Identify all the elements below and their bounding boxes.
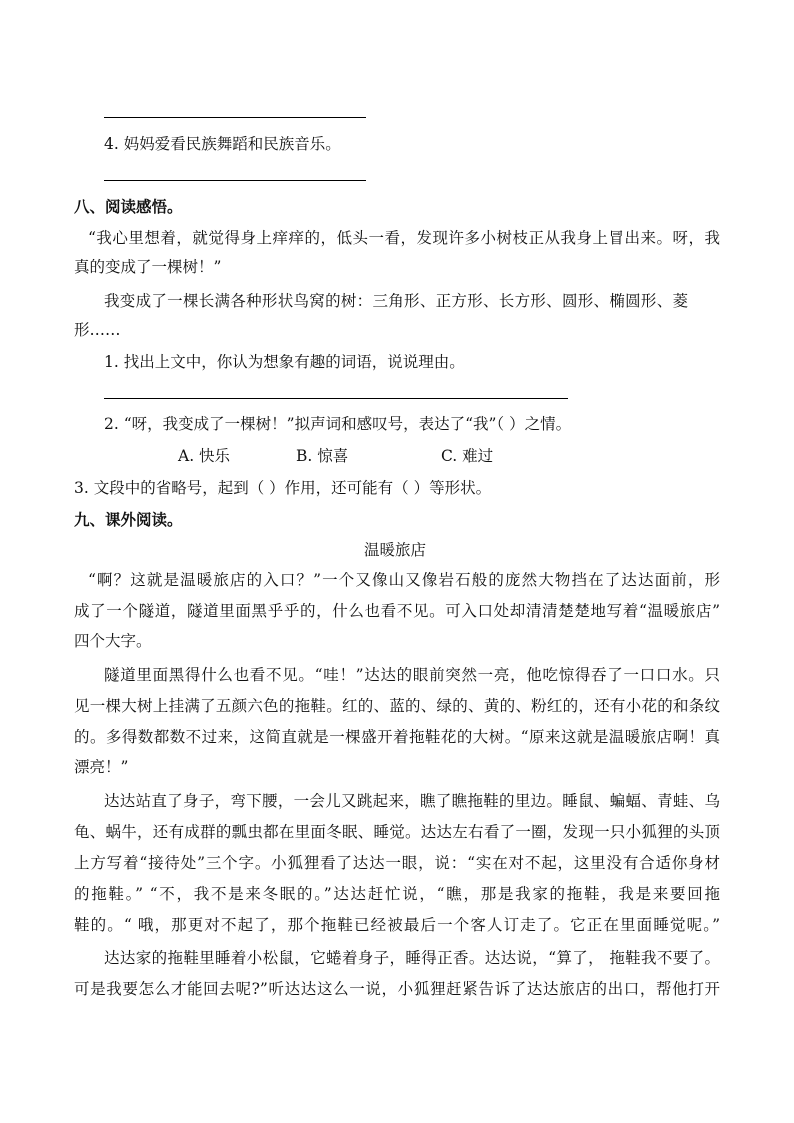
section-heading-9: 九、课外阅读。	[74, 511, 183, 529]
answer-line[interactable]	[104, 117, 366, 118]
section-heading-8: 八、阅读感悟。	[74, 198, 183, 216]
question-3: 3. 文段中的省略号，起到（ ）作用，还可能有（ ）等形状。	[74, 479, 492, 497]
story-line: 达达站直了身子，弯下腰，一会儿又跳起来，瞧了瞧拖鞋的里边。睡鼠、蝙蝠、青蛙、乌	[104, 792, 720, 810]
story-line: “啊？这就是温暖旅店的入口？”一个又像山又像岩石般的庞然大物挡在了达达面前，形	[88, 571, 720, 589]
story-line: 上方写着“接待处”三个字。小狐狸看了达达一眼，说：“实在对不起，这里没有合适你身材	[74, 854, 720, 872]
story-line: 四个大字。	[74, 632, 152, 650]
answer-line[interactable]	[104, 398, 568, 399]
story-line: 可是我要怎么才能回去呢?”听达达这么一说，小狐狸赶紧告诉了达达旅店的出口，帮他打开	[74, 980, 720, 998]
option-c[interactable]: C. 难过	[441, 447, 494, 465]
passage-line: 我变成了一棵长满各种形状鸟窝的树：三角形、正方形、长方形、圆形、椭圆形、菱	[104, 292, 688, 310]
story-line: 达达家的拖鞋里睡着小松鼠，它蜷着身子，睡得正香。达达说，“算了， 拖鞋我不要了。	[104, 949, 720, 967]
story-line: 鞋的。“ 哦，那更对不起了，那个拖鞋已经被最后一个客人订走了。它正在里面睡觉呢。”	[74, 916, 720, 934]
story-line: 漂亮！”	[74, 758, 129, 776]
option-a[interactable]: A. 快乐	[178, 447, 231, 465]
story-line: 龟、蜗牛，还有成群的瓢虫都在里面冬眠、睡觉。达达左右看了一圈，发现一只小狐狸的头顶	[74, 823, 720, 841]
passage-line: 真的变成了一棵树！”	[74, 258, 222, 276]
story-line: 见一棵大树上挂满了五颜六色的拖鞋。红的、蓝的、绿的、黄的、粉红的，还有小花的和条纹	[74, 697, 720, 715]
question-1: 1. 找出上文中，你认为想象有趣的词语，说说理由。	[104, 353, 465, 371]
option-b[interactable]: B. 惊喜	[296, 447, 349, 465]
answer-line[interactable]	[104, 180, 366, 181]
question-4: 4. 妈妈爱看民族舞蹈和民族音乐。	[104, 135, 341, 153]
passage-line: 形……	[74, 321, 121, 339]
story-line: 隧道里面黑得什么也看不见。“哇！”达达的眼前突然一亮，他吃惊得吞了一口口水。只	[104, 666, 720, 684]
story-line: 的拖鞋。” “不，我不是来冬眠的。”达达赶忙说，“瞧，那是我家的拖鞋，我是来要回拖	[74, 885, 720, 903]
question-2: 2. “呀，我变成了一棵树！”拟声词和感叹号，表达了“我”（ ）之情。	[104, 415, 572, 433]
story-line: 成了一个隧道，隧道里面黑乎乎的，什么也看不见。可入口处却清清楚楚地写着“温暖旅店”	[74, 602, 720, 620]
passage-line: “我心里想着，就觉得身上痒痒的，低头一看，发现许多小树枝正从我身上冒出来。呀，我	[88, 229, 720, 247]
story-title: 温暖旅店	[364, 541, 427, 559]
story-line: 的。多得数都数不过来，这简直就是一棵盛开着拖鞋花的大树。“原来这就是温暖旅店啊！真	[74, 728, 720, 746]
